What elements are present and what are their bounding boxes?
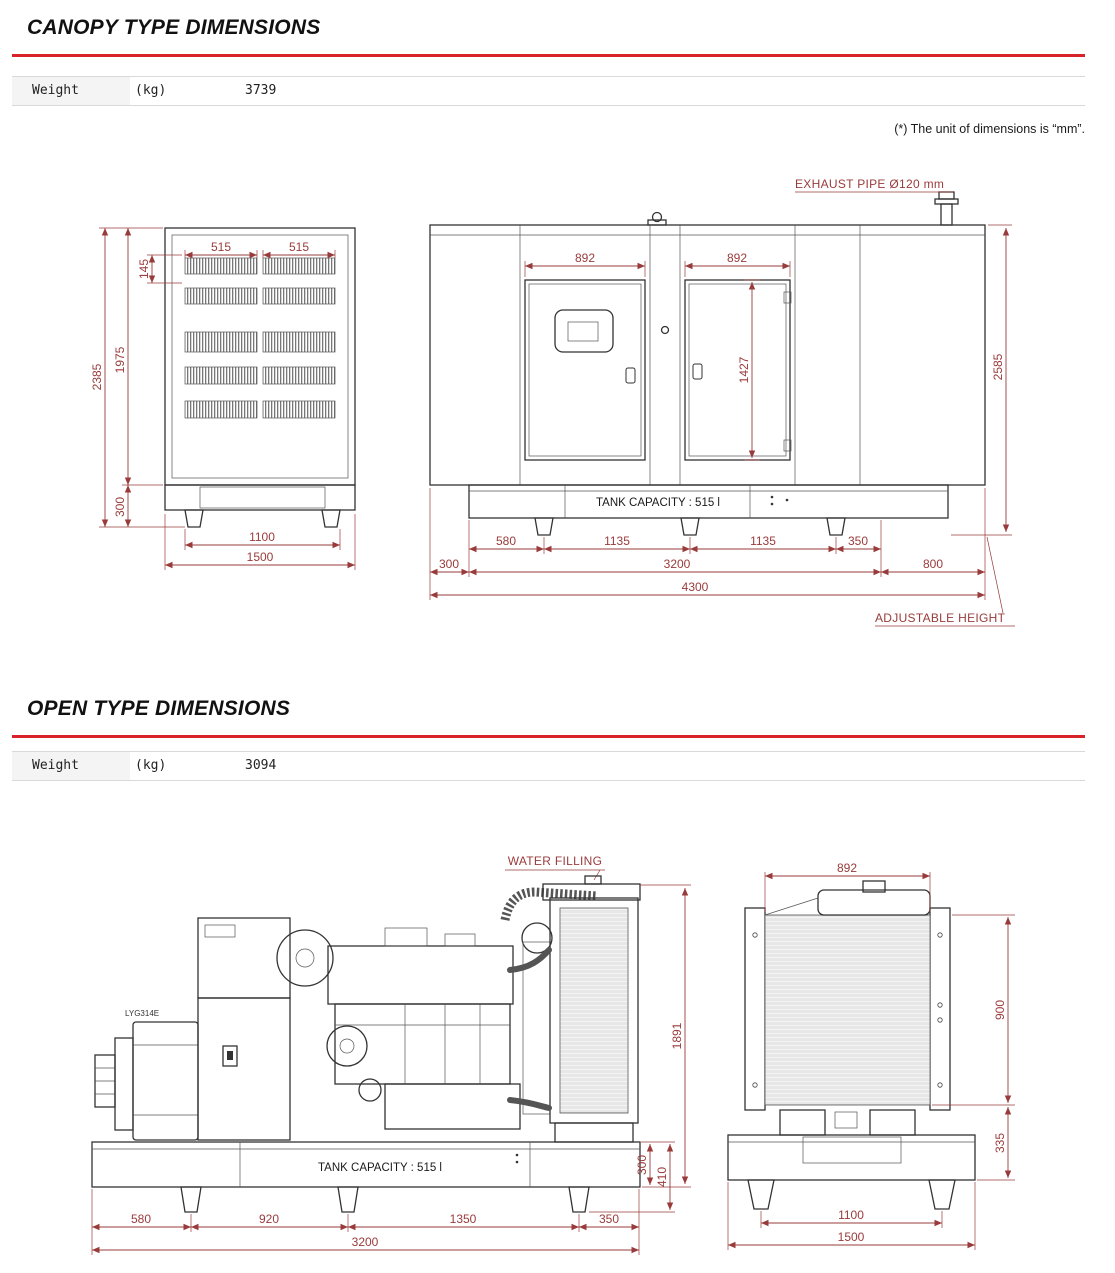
open-weight-row bbox=[12, 751, 1085, 781]
dim-label: 580 bbox=[495, 534, 517, 548]
dim-label: 892 bbox=[836, 861, 858, 875]
mount-bracket bbox=[870, 1110, 915, 1135]
weight-unit: (kg) bbox=[135, 83, 167, 98]
svg-text:ADJUSTABLE HEIGHT: ADJUSTABLE HEIGHT bbox=[875, 611, 1006, 625]
dim-label: 300 bbox=[113, 496, 127, 518]
svg-text:EXHAUST PIPE Ø120 mm: EXHAUST PIPE Ø120 mm bbox=[795, 177, 945, 191]
control-panel-window bbox=[555, 310, 613, 352]
coupling-housing bbox=[277, 930, 333, 986]
exhaust-pipe-label bbox=[795, 177, 953, 192]
foot bbox=[338, 1187, 358, 1212]
dim-label: 2385 bbox=[90, 363, 104, 391]
dim-label: 892 bbox=[726, 251, 748, 265]
canopy-title-rule bbox=[12, 54, 1085, 57]
canopy-side-base bbox=[469, 485, 948, 535]
dim-label: 892 bbox=[574, 251, 596, 265]
dim-label: 335 bbox=[993, 1132, 1007, 1154]
dim-label: 920 bbox=[258, 1212, 280, 1226]
dim-label: 3200 bbox=[351, 1235, 379, 1249]
dim-label: 410 bbox=[655, 1166, 669, 1188]
radiator-core bbox=[765, 915, 930, 1105]
dim-label: 800 bbox=[922, 557, 944, 571]
tank-capacity-label: TANK CAPACITY : 515 l bbox=[318, 1162, 442, 1174]
unit-note: (*) The unit of dimensions is “mm”. bbox=[894, 122, 1085, 136]
canopy-side-dimensions bbox=[430, 225, 1012, 600]
dim-label: 1135 bbox=[604, 534, 630, 548]
exhaust-pipe bbox=[935, 192, 958, 225]
canopy-front-view bbox=[85, 215, 375, 580]
control-box bbox=[198, 918, 333, 1140]
dim-label: 900 bbox=[993, 999, 1007, 1021]
foot bbox=[929, 1180, 955, 1209]
open-side-view bbox=[85, 850, 710, 1265]
dim-label: 4300 bbox=[681, 580, 709, 594]
front-pulley bbox=[327, 1026, 367, 1066]
dim-label: 515 bbox=[210, 240, 232, 254]
weight-label: Weight bbox=[12, 77, 130, 105]
open-title-rule bbox=[12, 735, 1085, 738]
dim-label: 300 bbox=[635, 1154, 649, 1176]
dim-label: 1500 bbox=[246, 550, 274, 564]
mount-bracket bbox=[780, 1110, 825, 1135]
dim-label: 350 bbox=[598, 1212, 620, 1226]
foot bbox=[569, 1187, 589, 1212]
door-handle bbox=[693, 364, 702, 379]
open-base bbox=[92, 1142, 640, 1212]
foot bbox=[535, 518, 553, 535]
dim-label: 1975 bbox=[113, 346, 127, 374]
canopy-section-title: CANOPY TYPE DIMENSIONS bbox=[27, 16, 321, 39]
dim-label: 2585 bbox=[991, 353, 1005, 381]
weight-label: Weight bbox=[12, 752, 130, 780]
radiator-top-tank bbox=[818, 890, 930, 915]
weight-value: 3094 bbox=[245, 758, 277, 773]
dim-label: 1500 bbox=[837, 1230, 865, 1244]
engine bbox=[327, 892, 597, 1129]
radiator-cap bbox=[585, 876, 601, 884]
open-section-title: OPEN TYPE DIMENSIONS bbox=[27, 697, 291, 720]
radiator bbox=[510, 876, 640, 1142]
dim-label: 580 bbox=[130, 1212, 152, 1226]
open-front-base bbox=[728, 1135, 975, 1209]
dim-label: 1135 bbox=[750, 534, 776, 548]
dim-label: 1891 bbox=[670, 1022, 684, 1050]
canopy-front-grilles bbox=[185, 258, 335, 418]
dim-label: 145 bbox=[137, 258, 151, 280]
upper-hose bbox=[510, 950, 549, 970]
canopy-weight-row bbox=[12, 76, 1085, 106]
weight-unit: (kg) bbox=[135, 758, 167, 773]
foot bbox=[827, 518, 845, 535]
lower-hose bbox=[510, 1100, 549, 1108]
dim-label: 1350 bbox=[449, 1212, 477, 1226]
foot bbox=[681, 518, 699, 535]
dim-label: 3200 bbox=[663, 557, 691, 571]
dim-label: 300 bbox=[438, 557, 460, 571]
foot bbox=[748, 1180, 774, 1209]
left-door bbox=[525, 280, 645, 460]
dim-label: 1427 bbox=[737, 356, 751, 384]
door-handle bbox=[626, 368, 635, 383]
dim-label: 515 bbox=[288, 240, 310, 254]
dim-label: 350 bbox=[847, 534, 869, 548]
canopy-side-body bbox=[430, 213, 985, 486]
dim-label: 1100 bbox=[249, 530, 275, 544]
radiator-frame bbox=[745, 881, 950, 1135]
adjustable-height-label bbox=[875, 537, 1015, 626]
canopy-front-dimensions bbox=[90, 228, 355, 570]
open-front-view bbox=[715, 850, 1075, 1265]
door-latch bbox=[662, 327, 669, 334]
weight-value: 3739 bbox=[245, 83, 277, 98]
tank-capacity-label: TANK CAPACITY : 515 l bbox=[596, 497, 720, 509]
foot bbox=[181, 1187, 201, 1212]
control-panel-screen bbox=[568, 322, 598, 341]
canopy-side-view bbox=[405, 172, 1115, 637]
svg-text:WATER FILLING: WATER FILLING bbox=[507, 854, 603, 868]
canopy-front-base bbox=[165, 485, 355, 527]
model-label: LYG314E bbox=[125, 1009, 160, 1018]
dim-label: 1100 bbox=[838, 1208, 864, 1222]
alternator bbox=[95, 1009, 198, 1140]
